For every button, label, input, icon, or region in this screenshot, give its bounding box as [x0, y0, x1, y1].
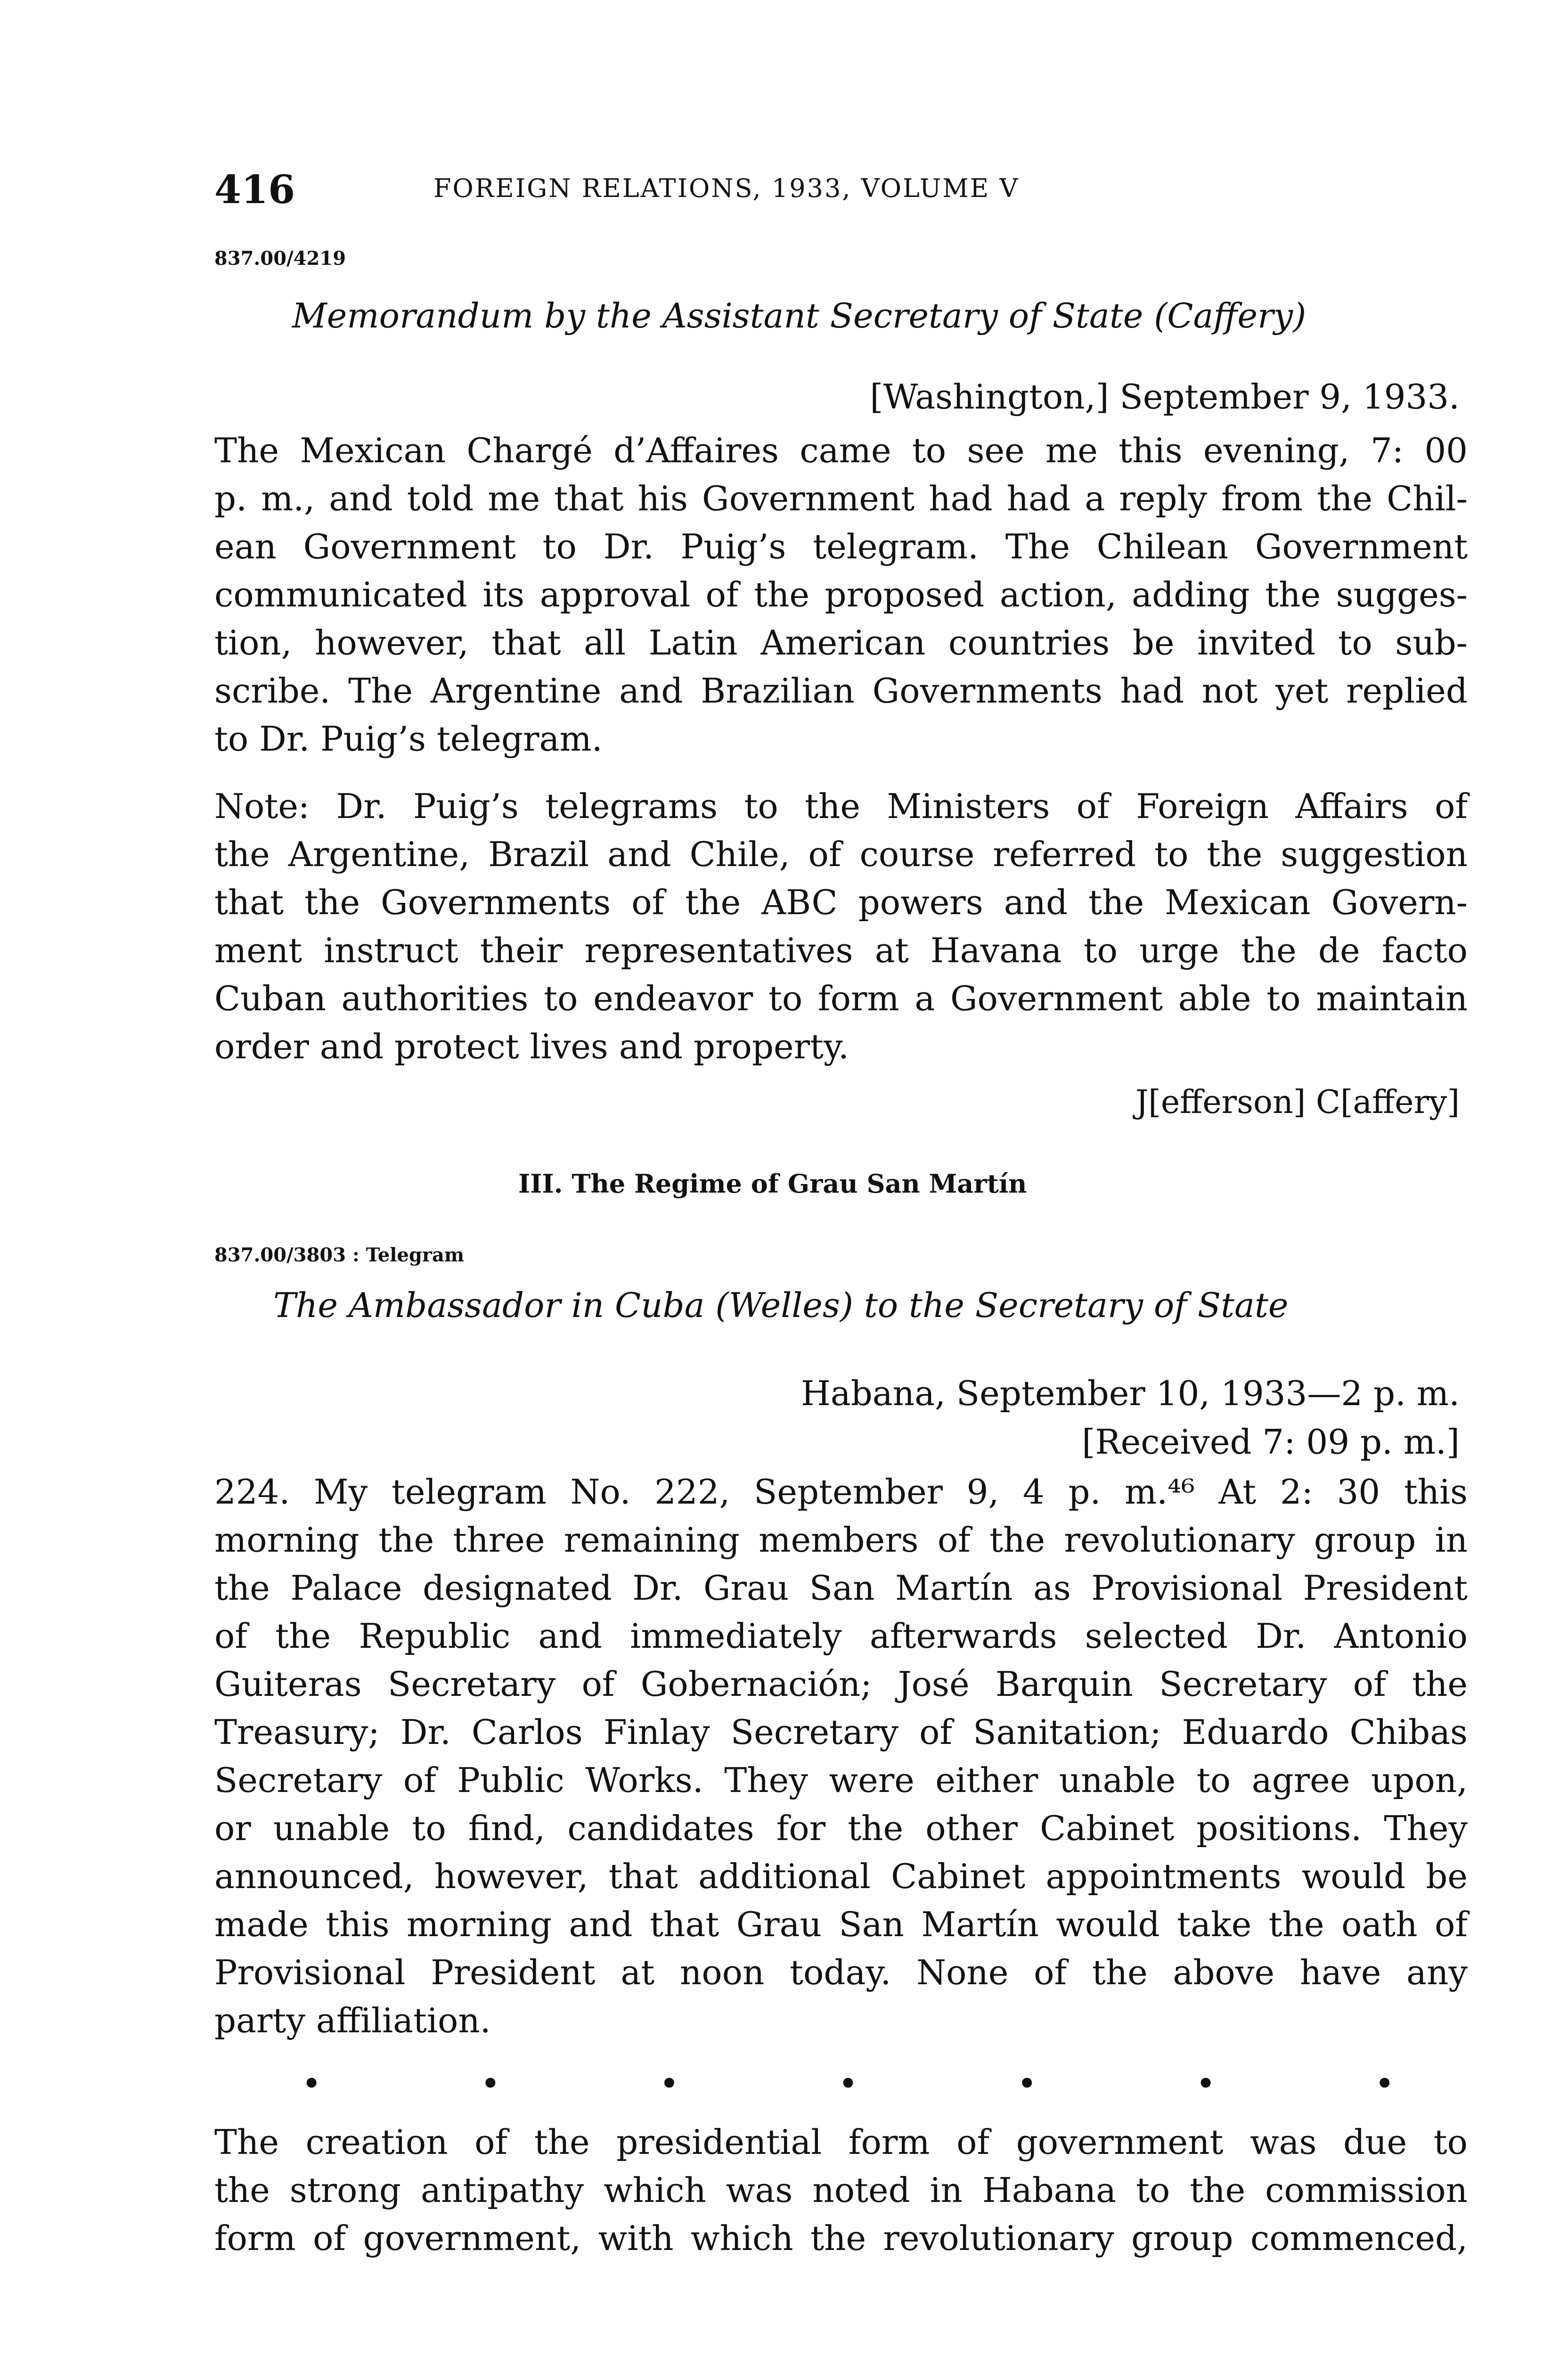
memorandum-note-paragraph — [214, 782, 1468, 1071]
text-line: that the Governments of the ABC powers and the Mexican Govern- — [214, 883, 1468, 922]
ellipsis-dot: • — [1195, 2064, 1216, 2103]
page-number: 416 — [214, 167, 295, 213]
text-line: announced, however, that additional Cabinet appointments would be — [214, 1857, 1468, 1896]
text-line: The creation of the presidential form of government was due to — [214, 2122, 1468, 2162]
dateline: [Washington,] September 9, 1933. — [870, 377, 1460, 417]
text-line: p. m., and told me that his Government had had a reply from the Chil- — [214, 479, 1468, 518]
text-line: morning the three remaining members of the revolutionary group in — [214, 1520, 1468, 1560]
text-line: the Argentine, Brazil and Chile, of course referred to the suggestion — [214, 834, 1468, 874]
ellipsis-dot: • — [838, 2064, 858, 2103]
text-line: Secretary of Public Works. They were either unable to agree upon, — [214, 1760, 1468, 1800]
text-line: Treasury; Dr. Carlos Finlay Secretary of Sanitation; Eduardo Chibas — [214, 1712, 1468, 1752]
file-number: 837.00/4219 — [214, 247, 346, 270]
text-line: ean Government to Dr. Puig’s telegram. The Chilean Government — [214, 527, 1468, 566]
telegram-dateline: Habana, September 10, 1933—2 p. m. — [801, 1374, 1460, 1413]
text-line: or unable to find, candidates for the other Cabinet positions. They — [214, 1808, 1468, 1848]
telegram-paragraph-2 — [214, 2118, 1468, 2262]
received-note: [Received 7: 09 p. m.] — [1082, 1422, 1460, 1462]
text-line: scribe. The Argentine and Brazilian Governments had not yet replied — [214, 671, 1468, 711]
text-line: Note: Dr. Puig’s telegrams to the Ministers of Foreign Affairs of — [214, 786, 1468, 826]
text-line: The Mexican Chargé d’Affaires came to see me this evening, 7: 00 — [214, 431, 1468, 470]
ellipsis-dot: • — [480, 2064, 501, 2103]
ellipsis-dot: • — [302, 2064, 322, 2103]
ellipsis-dot: • — [1374, 2064, 1395, 2103]
telegram-paragraph-1 — [214, 1468, 1468, 2045]
telegram-title: The Ambassador in Cuba (Welles) to the Secretary of State — [273, 1285, 1289, 1325]
text-line: to Dr. Puig’s telegram. — [214, 719, 603, 759]
ellipsis-row — [302, 2064, 1395, 2103]
file-number-telegram: 837.00/3803 : Telegram — [214, 1244, 465, 1266]
ellipsis-dot: • — [1017, 2064, 1037, 2103]
text-line: the strong antipathy which was noted in Habana to the commission — [214, 2170, 1468, 2210]
text-line: 224. My telegram No. 222, September 9, 4 p. m.⁴⁶ At 2: 30 this — [214, 1472, 1468, 1512]
text-line: order and protect lives and property. — [214, 1027, 849, 1066]
text-line: made this morning and that Grau San Martín would take the oath of — [214, 1905, 1468, 1944]
text-line: Provisional President at noon today. None of the above have any — [214, 1953, 1468, 1992]
signature: J[efferson] C[affery] — [1135, 1084, 1460, 1121]
text-line: the Palace designated Dr. Grau San Martín as Provisional President — [214, 1568, 1468, 1608]
running-title: FOREIGN RELATIONS, 1933, VOLUME V — [433, 173, 1020, 203]
text-line: form of government, with which the revolutionary group commenced, — [214, 2218, 1468, 2258]
ellipsis-dot: • — [659, 2064, 679, 2103]
text-line: of the Republic and immediately afterwards selected Dr. Antonio — [214, 1616, 1468, 1656]
text-line: communicated its approval of the proposed action, adding the sugges- — [214, 575, 1468, 614]
text-line: Guiteras Secretary of Gobernación; José Barquin Secretary of the — [214, 1664, 1468, 1704]
text-line: party affiliation. — [214, 2001, 491, 2040]
text-line: tion, however, that all Latin American countries be invited to sub- — [214, 623, 1468, 663]
text-line: Cuban authorities to endeavor to form a Government able to maintain — [214, 979, 1468, 1018]
document-title: Memorandum by the Assistant Secretary of State (Caffery) — [292, 296, 1307, 335]
text-line: ment instruct their representatives at Havana to urge the de facto — [214, 931, 1468, 970]
memorandum-paragraph-1 — [214, 426, 1468, 763]
section-heading: III. The Regime of Grau San Martín — [518, 1169, 1027, 1199]
